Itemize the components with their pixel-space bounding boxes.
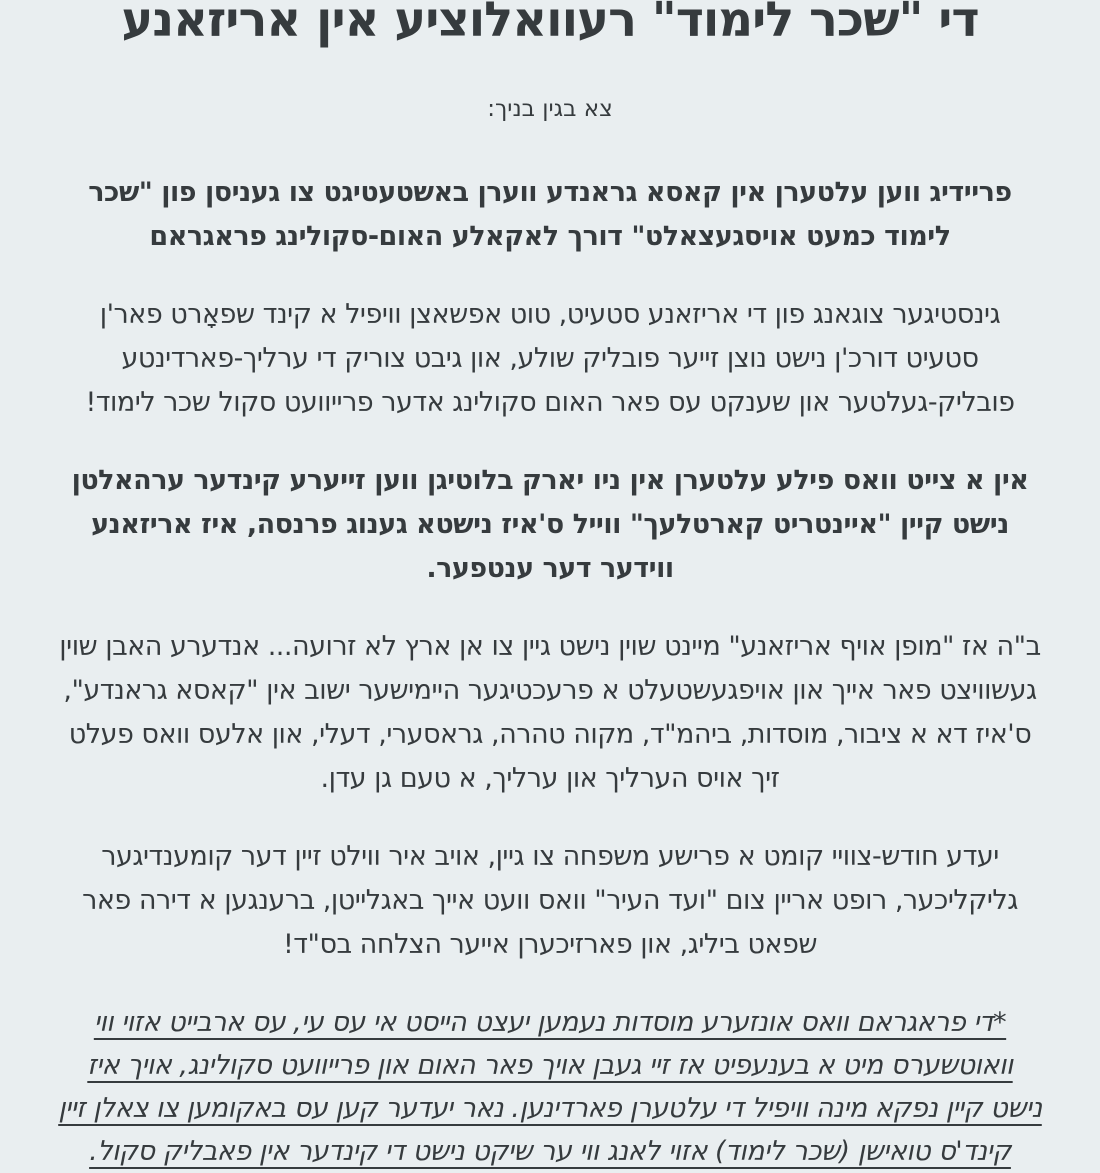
paragraph (20, 625, 1080, 801)
text-line: פובליק-געלטער און שענקט עס פאר האום סקולינג אדער פרייוועט סקול שכר לימוד! (85, 387, 1015, 418)
text-line: *די פראגראם וואס אונזערע מוסדות נעמען יעצט הייסט אי עס עי, עס ארבייט אזוי ווי (93, 1007, 1007, 1038)
text-line: ב"ה אז "מופן אויף אריזאנע" מיינט שוין נישט גיין צו אן ארץ לא זרועה... אנדערע האבן שוין (59, 631, 1041, 662)
text-line: פריידיג ווען עלטערן אין קאסא גראנדע ווערן באשטעטיגט צו געניסן פון "שכר (88, 177, 1012, 208)
text-line: שפאט ביליג, און פארזיכערן אייער הצלחה בס"ד! (282, 929, 818, 960)
text-line: קינד'ס טואישן (שכר לימוד) אזוי לאנג ווי ער שיקט נישט די קינדער אין פאבליק סקול. (89, 1136, 1011, 1167)
text-line: זיך אויס הערליך און ערליך, א טעם גן עדן. (320, 763, 780, 794)
text-line: גליקליכער, רופט אריין צום "ועד העיר" וואס וועט אייך באגלייטן, ברענגען א דירה פאר (82, 885, 1018, 916)
article-subtitle: צא בגין בניך: (487, 96, 613, 122)
text-line: אין א צייט וואס פילע עלטערן אין ניו יארק בלוטיגן ווען זייערע קינדער ערהאלטן (71, 465, 1029, 496)
text-line: סטעיט דורכ'ן נישט נוצן זייער פובליק שולע, און גיבט צוריק די ערליך-פארדינטע (121, 343, 979, 374)
paragraph (20, 835, 1080, 967)
paragraph (20, 1001, 1080, 1173)
article-body (20, 171, 1080, 1173)
text-line: יעדע חודש-צוויי קומט א פרישע משפחה צו גיין, אויב איר ווילט זיין דער קומענדיגער (101, 841, 999, 872)
text-line: נישט קיין "איינטריט קארטלעך" ווייל ס'איז נישטא גענוג פרנסה, איז אריזאנע (91, 509, 1009, 540)
paragraph (20, 459, 1080, 591)
paragraph (20, 293, 1080, 425)
text-line: געשוויצט פאר אייך און אויפגעשטעלט א פרעכטיגער היימישער ישוב אין "קאסא גראנדע", (63, 675, 1037, 706)
text-line: גינסטיגער צוגאנג פון די אריזאנע סטעיט, טוט אפשאצן וויפיל א קינד שפאָרט פאר'ן (99, 299, 1001, 330)
paragraph (20, 171, 1080, 259)
text-line: נישט קיין נפקא מינה וויפיל די עלטערן פארדינען. נאר יעדער קען עס באקומען צו צאלן זיין (58, 1093, 1042, 1124)
article-title: די "שכר לימוד" רעוואלוציע אין אריזאנע (121, 0, 979, 48)
text-line: ווידער דער ענטפער. (426, 553, 674, 584)
text-line: וואוטשערס מיט א בענעפיט אז זיי געבן אויך פאר האום און פרייוועט סקולינג, אויך איז (87, 1050, 1013, 1081)
text-line: לימוד כמעט אויסגעצאלט" דורך לאקאלע האום-סקולינג פראגראם (149, 221, 951, 252)
text-line: ס'איז דא א ציבור, מוסדות, ביהמ"ד, מקוה טהרה, גראסערי, דעלי, און אלעס וואס פעלט (68, 719, 1032, 750)
